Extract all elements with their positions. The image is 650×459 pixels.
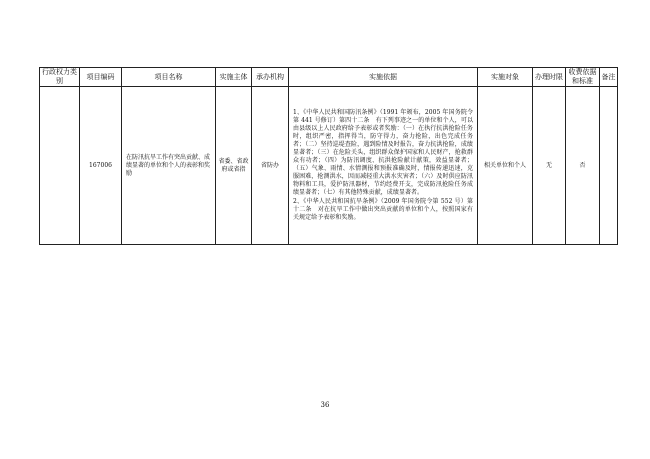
header-responsible-org: 承办机构 — [252, 68, 289, 87]
cell-target: 相关单位和个人 — [478, 87, 533, 245]
cell-power-category — [40, 87, 80, 245]
cell-implementing-body: 省委、省政府或省指 — [216, 87, 252, 245]
administrative-power-table — [39, 67, 618, 245]
cell-basis — [289, 87, 478, 245]
header-implementing-body: 实施主体 — [216, 68, 252, 87]
cell-fee-basis: 否 — [566, 87, 600, 245]
header-basis: 实施依据 — [289, 68, 478, 87]
header-item-code: 项目编码 — [80, 68, 122, 87]
cell-time-limit: 无 — [533, 87, 566, 245]
header-item-name: 项目名称 — [122, 68, 216, 87]
header-power-category: 行政权力类别 — [40, 68, 80, 87]
cell-item-code: 167006 — [80, 87, 122, 245]
cell-remarks — [600, 87, 618, 245]
header-time-limit: 办理时限 — [533, 68, 566, 87]
table-row — [40, 87, 618, 245]
header-target: 实施对象 — [478, 68, 533, 87]
basis-paragraph-1: 1、《中华人民共和国防汛条例》（1991 年颁布，2005 年国务院令第 441 号修订）第四十二条 有下列事迹之一的单位和个人，可以由县级以上人民政府给予表彰或者奖励：（一）在执行抗洪抢险任务时，组织严密，指挥得当，防守得力，奋力抢险，出色完成任务者；（二）坚持巡堤查险，遇到险情及时报告，奋力抗洪抢险，成绩显著者；（三）在危险关头，组织群众保护国家和人民财产，抢救群众有功者；（四）为防汛调度、抗洪抢险献计献策，效益显著者；（五）气象、雨情、水情测报和预报准确及时，情报传递迅速，克服困难，抢测洪水，因而减轻重大洪水灾害者；（六）及时供应防汛物料和工具，爱护防汛器材，节约经费开支，完成防汛抢险任务成绩显著者；（七）有其他特殊贡献，成绩显著者。 — [293, 108, 473, 196]
header-fee-basis: 收费依据和标准 — [566, 68, 600, 87]
cell-responsible-org: 省防办 — [252, 87, 289, 245]
cell-item-name: 在防汛抗旱工作有突出贡献、成绩显著的单位和个人的表彰和奖励 — [122, 87, 216, 245]
page-number: 36 — [320, 401, 330, 409]
table-header-row — [40, 68, 618, 87]
basis-paragraph-2: 2、《中华人民共和国抗旱条例》（2009 年国务院令第 552 号）第十二条 对在抗旱工作中做出突出贡献的单位和个人，按照国家有关规定给予表彰和奖励。 — [293, 197, 473, 221]
header-remarks: 备注 — [600, 68, 618, 87]
